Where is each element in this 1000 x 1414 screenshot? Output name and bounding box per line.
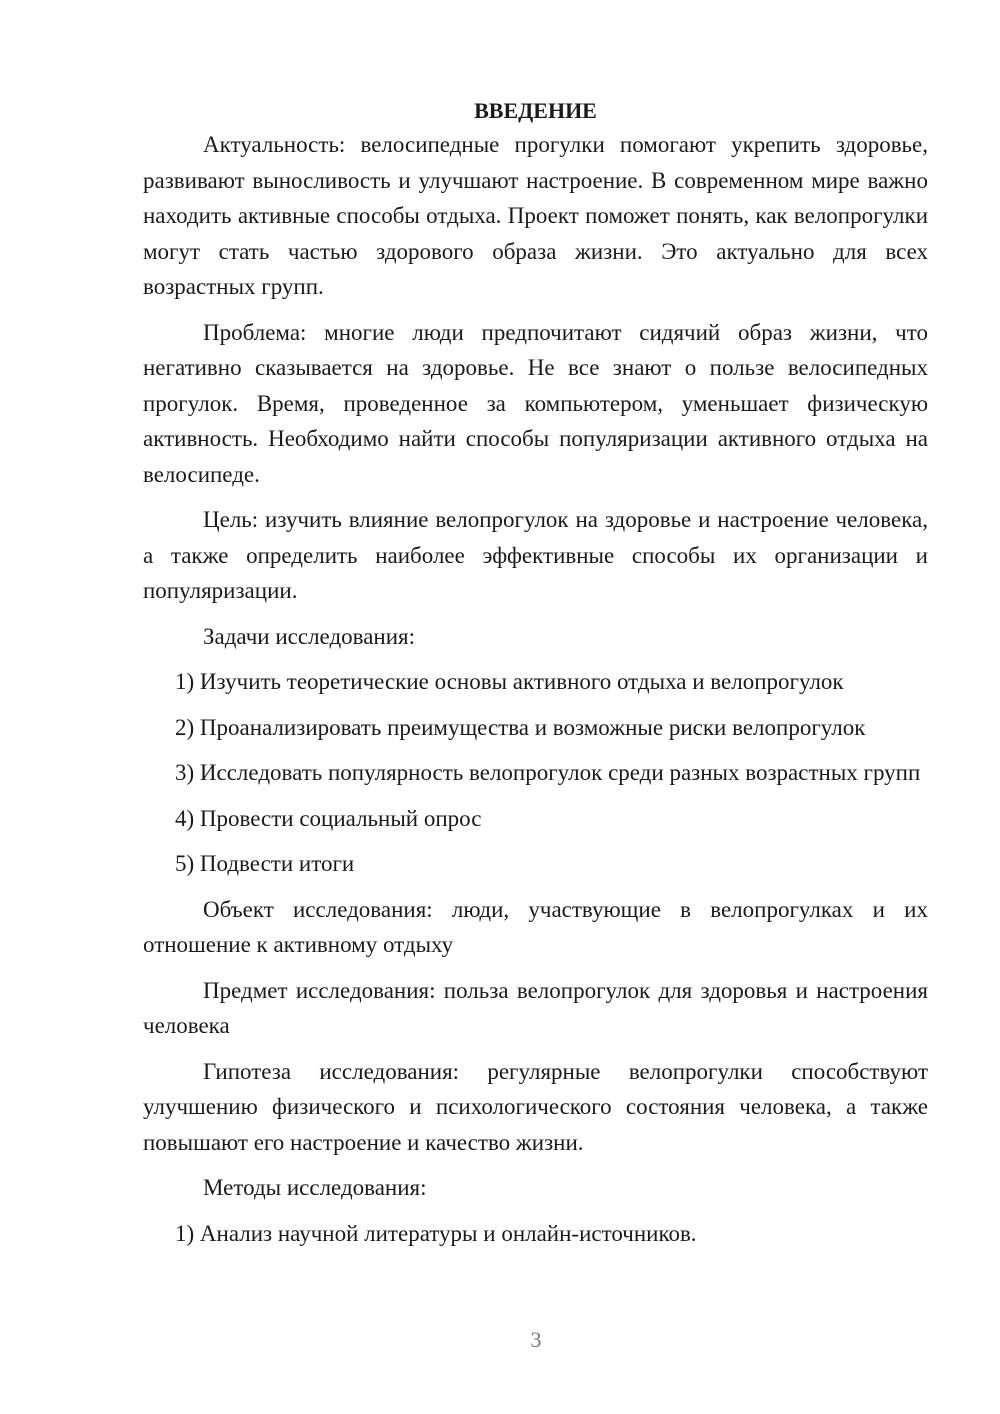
page-number: 3 [530,1327,542,1352]
paragraph-tasks-title: Задачи исследования: [203,623,416,649]
paragraph-relevance: Актуальность: велосипедные прогулки помогают укрепить здоровье, развивают выносливость и улучшают настроение. В современном мире важно находить активные способы отдыха. Проект поможет понять, как велопрогулки могут стать частью здорового образа жизни. Это актуально для всех возрастных групп. [143,132,928,299]
paragraph-subject: Предмет исследования: польза велопрогулок для здоровья и настроения человека [143,977,928,1038]
paragraph-hypothesis: Гипотеза исследования: регулярные велопрогулки способствуют улучшению физического и психологического состояния человека, а также повышают его настроение и качество жизни. [143,1058,928,1155]
section-heading: ВВЕДЕНИЕ [474,98,597,123]
paragraph-problem: Проблема: многие люди предпочитают сидячий образ жизни, что негативно сказывается на здоровье. Не все знают о пользе велосипедных прогулок. Время, проведенное за компьютером, уменьшает физическую активность. Необходимо найти способы популяризации активного отдыха на велосипеде. [143,319,928,487]
paragraph-object: Объект исследования: люди, участвующие в велопрогулках и их отношение к активному отдыху [143,896,928,957]
list-item-task-1: 1) Изучить теоретические основы активного отдыха и велопрогулок [175,669,844,694]
list-item-task-2: 2) Проанализировать преимущества и возможные риски велопрогулок [175,714,866,740]
list-item-task-5: 5) Подвести итоги [175,851,355,876]
list-item-method-1: 1) Анализ научной литературы и онлайн-источников. [175,1220,697,1246]
paragraph-methods-title: Методы исследования: [203,1175,427,1200]
list-item-task-3: 3) Исследовать популярность велопрогулок среди разных возрастных групп [175,760,921,785]
document-body [143,93,928,1261]
list-item-task-4: 4) Провести социальный опрос [175,805,482,831]
paragraph-goal: Цель: изучить влияние велопрогулок на здоровье и настроение человека, а также определить наиболее эффективные способы их организации и популяризации. [143,507,928,603]
